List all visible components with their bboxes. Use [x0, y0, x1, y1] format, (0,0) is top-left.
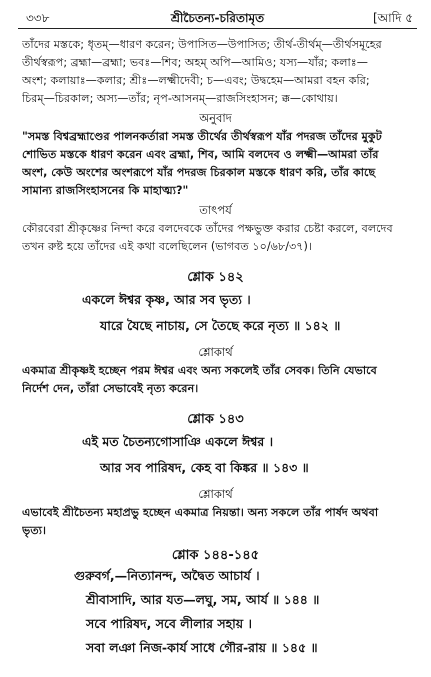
synonyms-line: অংশ; কলায়াঃ—কলার; শ্রীঃ—লক্ষ্মীদেবী; চ—এবং; উদ্বহেম—আমরা বহন করি;	[22, 74, 370, 87]
anubad-block	[22, 128, 415, 200]
synonyms-block	[22, 36, 415, 108]
sloka-142-heading: শ্লোক ১৪২	[187, 270, 244, 285]
sloka-143-line-1: এই মত চৈতন্যগোসাঞি একলে ঈশ্বর ।	[82, 434, 274, 449]
slokartha-line: ভৃত্য।	[22, 524, 46, 537]
synonyms-line: চিরম্—চিরকাল; অস্য—তাঁর; নৃপ-আসনম্—রাজসিংহাসন; ক্ক—কোথায়।	[22, 92, 338, 105]
sloka-144-line-2: শ্রীবাসাদি, আর যত—লঘু, সম, আর্য ॥ ১৪৪ ॥	[86, 592, 320, 607]
slokartha-line: এভাবেই শ্রীচৈতন্য মহাপ্রভু হচ্ছেন একমাত্র নিয়ন্তা। অন্য সকলে তাঁর পার্ষদ অথবা	[22, 506, 379, 519]
sloka-144-heading: শ্লোক ১৪৪-১৪৫	[171, 548, 260, 563]
anubad-line: অংশ, কেউ অংশের অংশরূপে যাঁর পদরজ চিরকাল মস্তকে ধারণ করি, তাঁর কাছে	[22, 166, 376, 179]
sloka-145-line-1: সবে পারিষদ, সবে লীলার সহায় ।	[86, 616, 252, 631]
page-header	[18, 8, 417, 28]
sloka-145-line-2: সবা লঞা নিজ-কার্য সাধে গৌর-রায় ॥ ১৪৫ ॥	[86, 640, 318, 655]
sloka-144-line-1: গুরুবর্গ,—নিত্যানন্দ, অদ্বৈত আচার্য ।	[74, 568, 260, 583]
synonyms-line: তাঁদের মস্তকে; ধৃতম্—ধারণ করেন; উপাসিত—উপাসিত; তীর্থ-তীর্থম্—তীর্থসমূহের	[22, 38, 382, 51]
tatparya-line: তখন রুষ্ট হয়ে তাঁদের এই কথা বলেছিলেন (ভাগবত ১০/৬৮/৩৭)।	[22, 240, 312, 253]
anubad-line: "সমস্ত বিশ্বব্রহ্মাণ্ডের পালনকর্তারা সমস্ত তীর্থের তীর্থস্বরূপ যাঁর পদরজ তাঁদের মুকুট	[22, 130, 382, 143]
header-rule	[18, 28, 417, 29]
sloka-142-line-1: একলে ঈশ্বর কৃষ্ণ, আর সব ভৃত্য ।	[82, 292, 251, 307]
anubad-line: শোভিত মস্তকে ধারণ করেন এবং ব্রহ্মা, শিব, আমি বলদেব ও লক্ষ্মী—আমরা তাঁর	[22, 148, 379, 161]
page-number: ৩৩৮	[26, 11, 50, 25]
sloka-143-slokartha-heading: শ্লোকার্থ	[198, 487, 233, 501]
sloka-143-slokartha	[22, 504, 415, 540]
slokartha-line: নির্দেশ দেন, তাঁরা সেভাবেই নৃত্য করেন।	[22, 382, 199, 395]
sloka-142-line-2: যারে যৈছে নাচায়, সে তৈছে করে নৃত্য ॥ ১৪২ ॥	[100, 318, 341, 333]
synonyms-line: তীর্থস্বরূপ; ব্রহ্মা—ব্রহ্মা; ভবঃ—শিব; অহম্ অপি—আমিও; যস্য—যাঁর; কলাঃ—	[22, 56, 368, 69]
chapter-label: [আদি ৫	[372, 11, 413, 25]
running-title: শ্রীচৈতন্য-চরিতামৃত	[170, 11, 265, 25]
sloka-142-slokartha	[22, 362, 415, 398]
anubad-heading: অনুবাদ	[199, 111, 232, 125]
anubad-line: সামান্য রাজসিংহাসনের কি মাহাত্ম্য?"	[22, 184, 189, 197]
tatparya-heading: তাৎপর্য	[199, 203, 232, 217]
sloka-143-heading: শ্লোক ১৪৩	[187, 412, 244, 427]
slokartha-line: একমাত্র শ্রীকৃষ্ণই হচ্ছেন পরম ঈশ্বর এবং অন্য সকলেই তাঁর সেবক। তিনি যেভাবে	[22, 364, 377, 377]
sloka-142-slokartha-heading: শ্লোকার্থ	[198, 345, 233, 359]
sloka-143-line-2: আর সব পারিষদ, কেহ বা কিঙ্কর ॥ ১৪৩ ॥	[100, 460, 309, 475]
tatparya-line: কৌরবেরা শ্রীকৃষ্ণের নিন্দা করে বলদেবকে তাঁদের পক্ষভুক্ত করার চেষ্টা করলে, বলদেব	[22, 222, 393, 235]
tatparya-block	[22, 220, 415, 256]
